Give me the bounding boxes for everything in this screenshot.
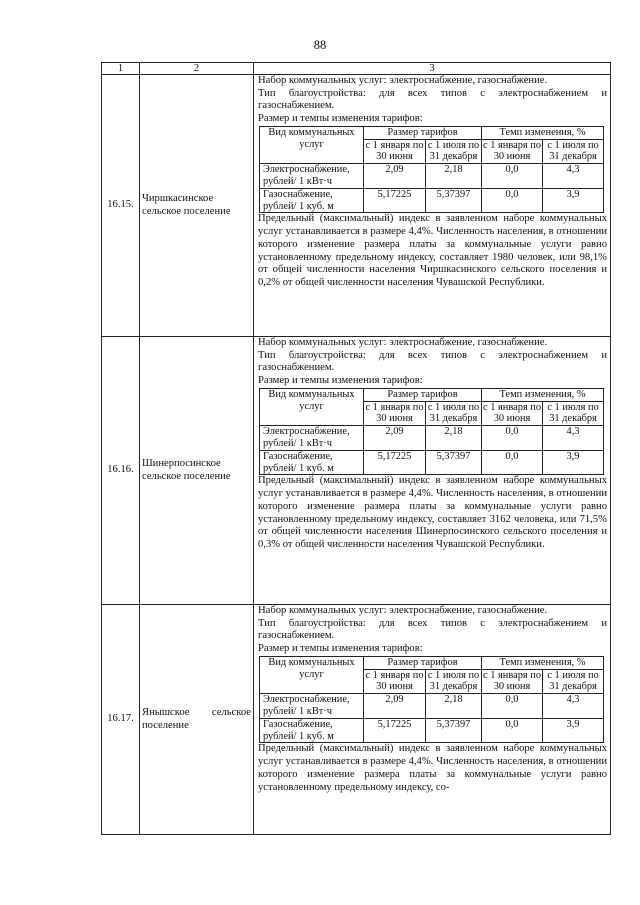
period-jan-jun: с 1 января по 30 июня	[482, 669, 542, 693]
period-jul-dec: с 1 июля по 31 декабря	[426, 139, 482, 164]
subtable-header-rate: Темп изменения, %	[482, 388, 604, 401]
tariff-value: 5,37397	[426, 188, 482, 213]
settlement-name: Чиршкасинское сельское поселение	[140, 75, 254, 337]
period-jul-dec: с 1 июля по 31 декабря	[426, 401, 482, 426]
service-gas: Газоснабжение, рублей/ 1 куб. м	[260, 718, 364, 743]
period-jan-jun: с 1 января по 30 июня	[365, 139, 424, 163]
rate-value: 3,9	[543, 718, 604, 743]
subtable-header-size: Размер тарифов	[364, 126, 482, 139]
service-electricity: Электроснабжение, рублей/ 1 кВт·ч	[260, 694, 364, 719]
tariff-subtable	[259, 656, 604, 744]
rate-value: 4,3	[543, 164, 604, 189]
period-jul-dec: с 1 июля по 31 декабря	[543, 401, 604, 426]
subtable-header-service: Вид коммунальных услуг	[260, 388, 364, 425]
tariff-value: 5,17225	[364, 450, 426, 475]
column-header-2: 2	[140, 63, 254, 75]
page-number: 88	[313, 38, 327, 52]
period-jan-jun: с 1 января по 30 июня	[365, 669, 424, 693]
settlement-name: Янышское сельское поселение	[140, 605, 254, 835]
tariff-value: 2,18	[426, 694, 482, 719]
tariff-title: Размер и темпы изменения тарифов:	[258, 643, 423, 655]
tariff-value: 5,17225	[364, 718, 426, 743]
improvement-type-text: Тип благоустройства: для всех типов с электроснабжением и газоснабжением.	[258, 87, 607, 112]
subtable-header-rate: Темп изменения, %	[482, 656, 604, 669]
tariff-value: 2,18	[426, 164, 482, 189]
tariff-subtable	[259, 388, 604, 476]
services-text: Набор коммунальных услуг: электроснабжение, газоснабжение.	[258, 337, 548, 348]
service-electricity: Электроснабжение, рублей/ 1 кВт·ч	[260, 426, 364, 451]
subtable-header-size: Размер тарифов	[364, 656, 482, 669]
rate-value: 0,0	[482, 450, 543, 475]
service-electricity: Электроснабжение, рублей/ 1 кВт·ч	[260, 164, 364, 189]
services-text: Набор коммунальных услуг: электроснабжение, газоснабжение.	[258, 605, 548, 616]
column-header-1: 1	[102, 63, 140, 75]
period-jul-dec: с 1 июля по 31 декабря	[543, 669, 604, 694]
tariff-title: Размер и темпы изменения тарифов:	[258, 113, 423, 125]
rate-value: 0,0	[482, 694, 543, 719]
tariff-subtable	[259, 126, 604, 214]
subtable-header-size: Размер тарифов	[364, 388, 482, 401]
settlement-name: Шинерпосинское сельское поселение	[140, 337, 254, 605]
service-gas: Газоснабжение, рублей/ 1 куб. м	[260, 188, 364, 213]
rate-value: 0,0	[482, 188, 543, 213]
period-jul-dec: с 1 июля по 31 декабря	[543, 139, 604, 164]
rate-value: 3,9	[543, 450, 604, 475]
rate-value: 3,9	[543, 188, 604, 213]
rate-value: 0,0	[482, 718, 543, 743]
row-content	[254, 75, 611, 337]
rate-value: 4,3	[543, 694, 604, 719]
tariff-value: 5,37397	[426, 450, 482, 475]
row-number: 16.16.	[102, 337, 140, 605]
row-content	[254, 605, 611, 835]
tariff-value: 5,37397	[426, 718, 482, 743]
column-header-3: 3	[254, 63, 611, 75]
row-content	[254, 337, 611, 605]
tariff-title: Размер и темпы изменения тарифов:	[258, 375, 423, 387]
index-text: Предельный (максимальный) индекс в заявленном наборе коммунальных услуг устанавливается в размере 4,4%. Численность населения, в отношении которого изменение размера платы за коммунальные услуги равно установленному предельному индексу, со-	[258, 743, 607, 793]
tariff-value: 2,09	[364, 426, 426, 451]
tariff-value: 2,09	[364, 164, 426, 189]
table-row	[102, 75, 611, 337]
index-text: Предельный (максимальный) индекс в заявленном наборе коммунальных услуг устанавливается в размере 4,4%. Численность населения, в отношении которого изменение размера платы за коммунальные услуги равно установленному предельному индексу, составляет 1980 человек, или 98,1% от общей численности населения Чиршкасинского сельского поселения и 0,2% от общей численности населения Чувашской Республики.	[258, 213, 607, 288]
period-jan-jun: с 1 января по 30 июня	[482, 401, 542, 425]
period-jul-dec: с 1 июля по 31 декабря	[426, 669, 482, 694]
rate-value: 0,0	[482, 426, 543, 451]
subtable-header-rate: Темп изменения, %	[482, 126, 604, 139]
row-number: 16.15.	[102, 75, 140, 337]
tariff-table	[101, 62, 611, 835]
tariff-value: 2,09	[364, 694, 426, 719]
subtable-header-service: Вид коммунальных услуг	[260, 126, 364, 163]
table-row	[102, 337, 611, 605]
column-header-row	[102, 63, 611, 75]
improvement-type-text: Тип благоустройства: для всех типов с электроснабжением и газоснабжением.	[258, 349, 607, 374]
table-row	[102, 605, 611, 835]
tariff-value: 5,17225	[364, 188, 426, 213]
row-number: 16.17.	[102, 605, 140, 835]
services-text: Набор коммунальных услуг: электроснабжение, газоснабжение.	[258, 75, 548, 86]
period-jan-jun: с 1 января по 30 июня	[482, 139, 542, 163]
rate-value: 0,0	[482, 164, 543, 189]
index-text: Предельный (максимальный) индекс в заявленном наборе коммунальных услуг устанавливается в размере 4,4%. Численность населения, в отношении которого изменение размера платы за коммунальные услуги равно установленному предельному индексу, составляет 3162 человека, или 71,5% от общей численности населения Шинерпосинского сельского поселения и 0,3% от общей численности населения Чувашской Республики.	[258, 475, 607, 550]
tariff-value: 2,18	[426, 426, 482, 451]
service-gas: Газоснабжение, рублей/ 1 куб. м	[260, 450, 364, 475]
improvement-type-text: Тип благоустройства: для всех типов с электроснабжением и газоснабжением.	[258, 617, 607, 642]
subtable-header-service: Вид коммунальных услуг	[260, 656, 364, 693]
period-jan-jun: с 1 января по 30 июня	[365, 401, 424, 425]
rate-value: 4,3	[543, 426, 604, 451]
